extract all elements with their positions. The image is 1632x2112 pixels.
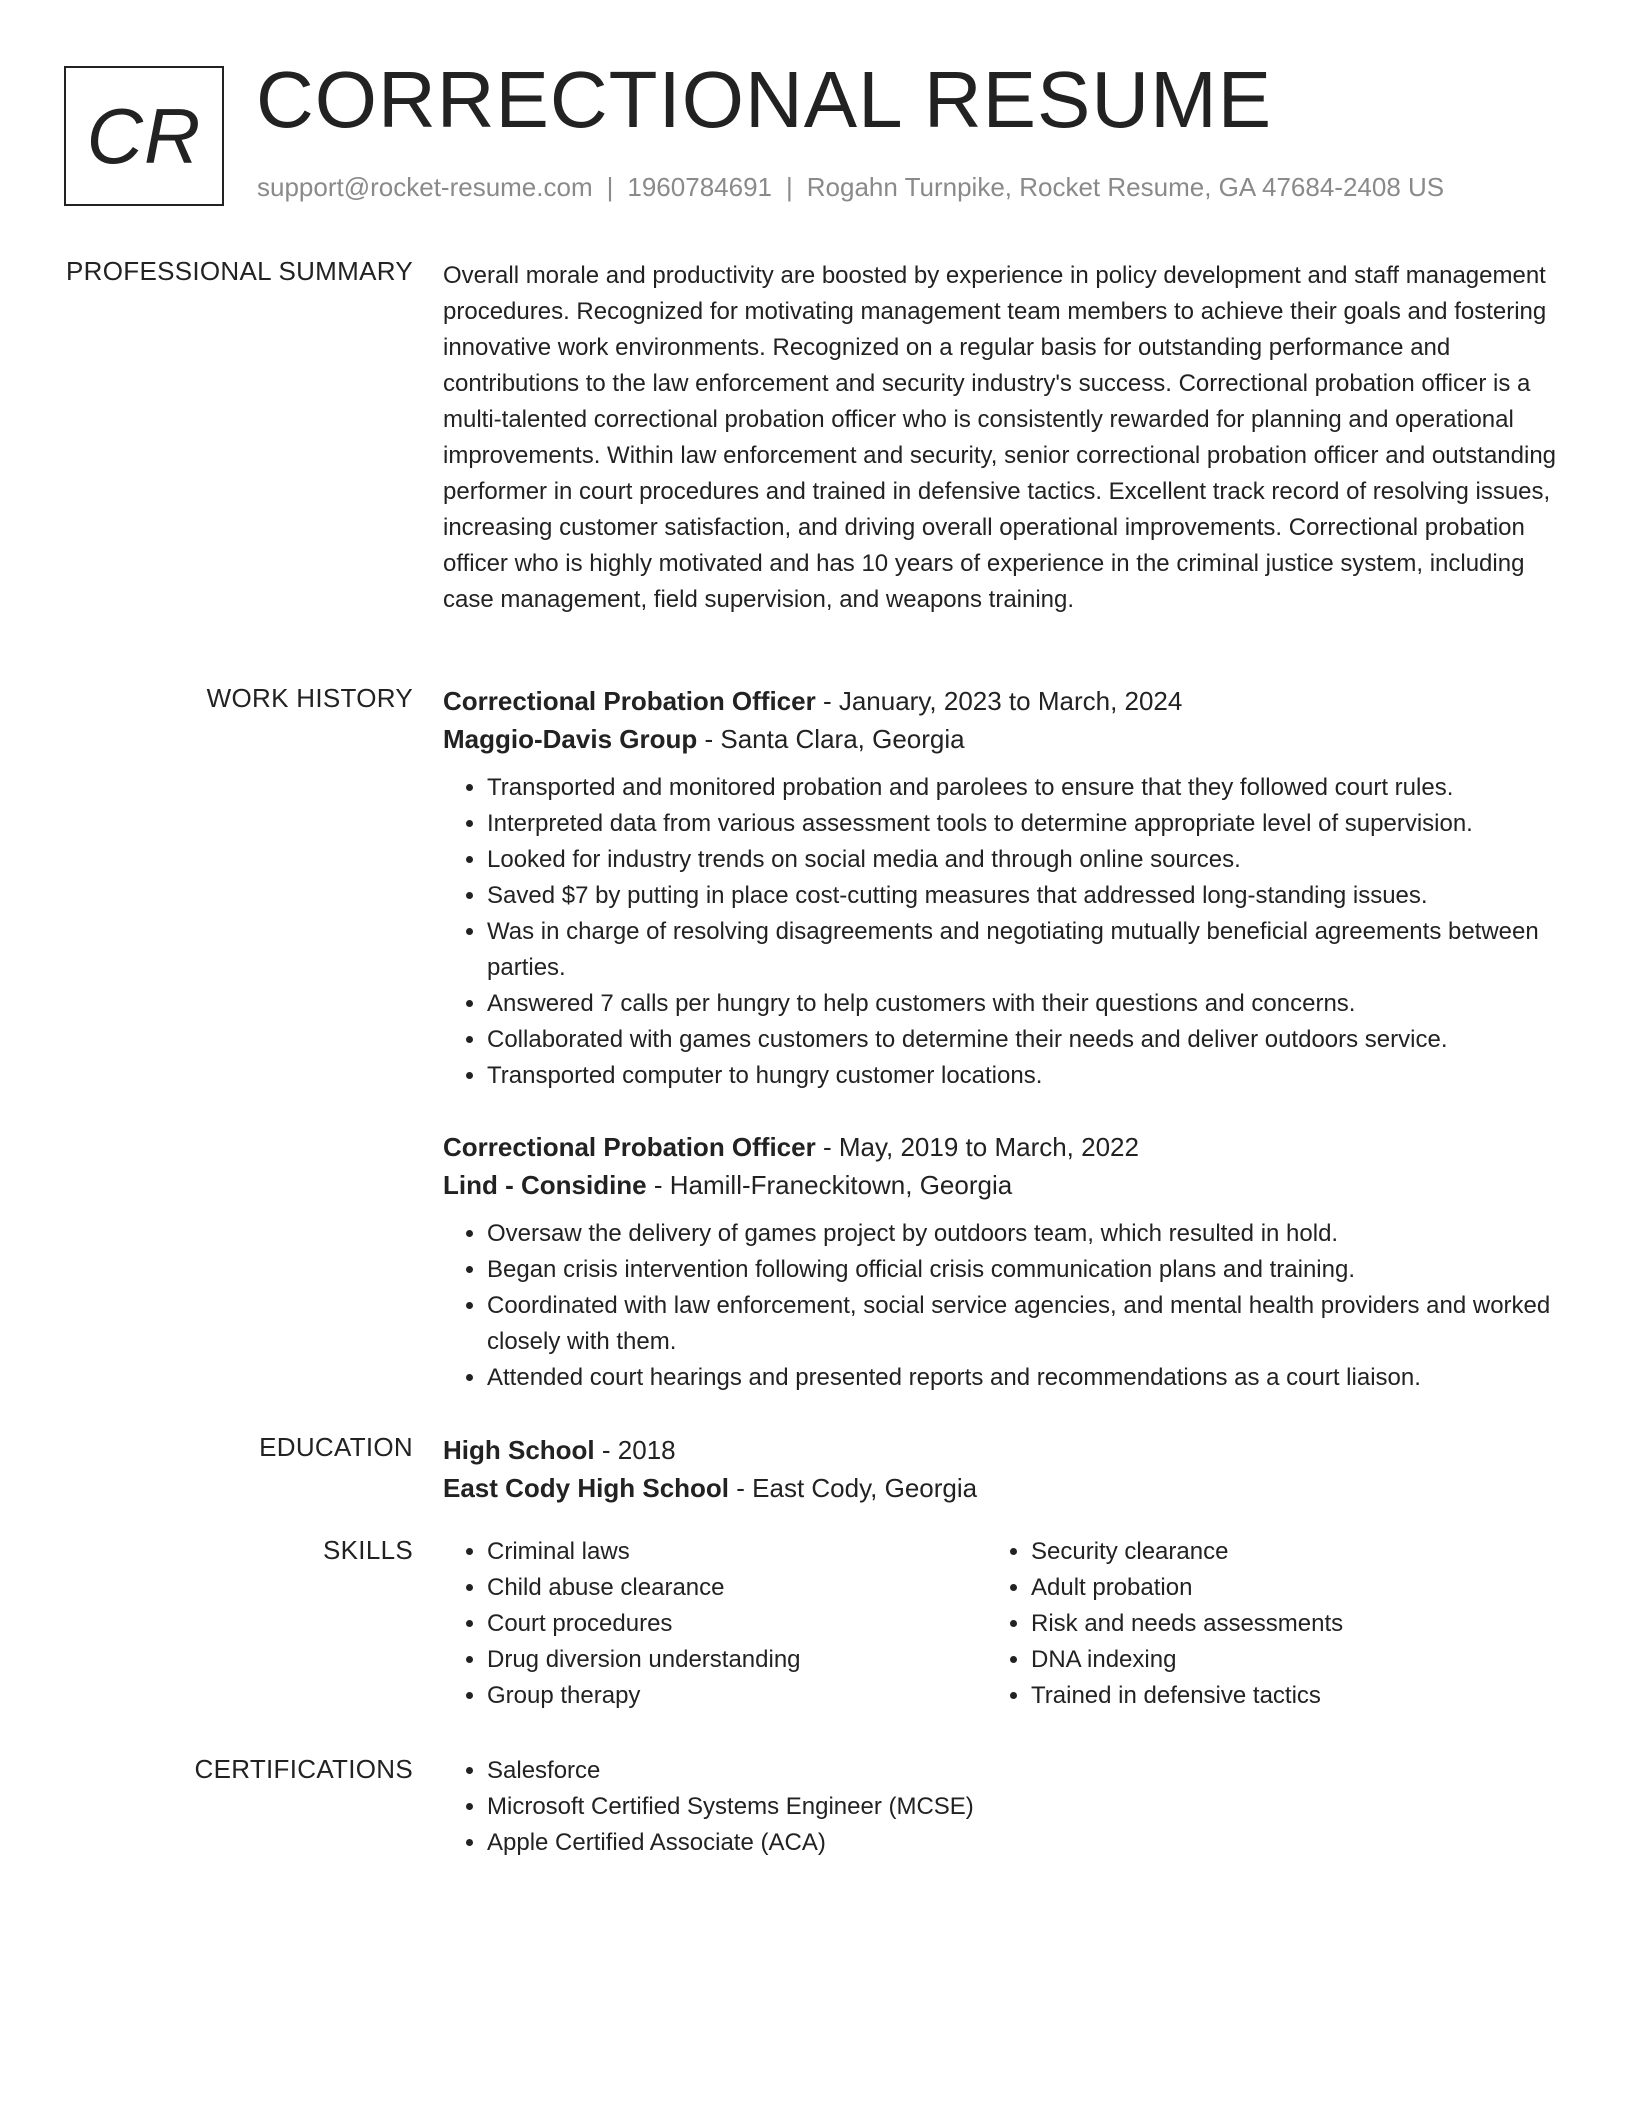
contact-line	[257, 172, 1444, 203]
section-label-skills: SKILLS	[323, 1535, 413, 1565]
monogram-box	[64, 66, 224, 206]
education-year: - 2018	[594, 1435, 676, 1465]
section-label-work-history: WORK HISTORY	[206, 683, 413, 713]
skill-item: • Child abuse clearance	[487, 1570, 987, 1606]
list-item: • Coordinated with law enforcement, social service agencies, and mental health providers and worked closely with them.	[487, 1288, 1573, 1360]
section-label-summary: PROFESSIONAL SUMMARY	[66, 256, 413, 286]
contact-separator: |	[786, 172, 793, 202]
contact-address: Rogahn Turnpike, Rocket Resume, GA 47684-2408 US	[806, 172, 1445, 202]
list-item: • Answered 7 calls per hungry to help customers with their questions and concerns.	[487, 986, 1573, 1022]
skill-item: • Adult probation	[1031, 1570, 1571, 1606]
job-bullets	[443, 770, 1573, 1094]
certification-item: • Apple Certified Associate (ACA)	[487, 1825, 1573, 1861]
job-dates: - January, 2023 to March, 2024	[815, 686, 1183, 716]
job-bullets	[443, 1216, 1573, 1396]
list-item: • Oversaw the delivery of games project by outdoors team, which resulted in hold.	[487, 1216, 1573, 1252]
section-label-certifications: CERTIFICATIONS	[194, 1754, 413, 1784]
list-item: • Looked for industry trends on social media and through online sources.	[487, 842, 1573, 878]
job-title: Correctional Probation Officer	[443, 686, 816, 716]
list-item: • Transported computer to hungry customer locations.	[487, 1058, 1573, 1094]
job-company-line	[443, 720, 1573, 758]
skill-item: • Trained in defensive tactics	[1031, 1678, 1571, 1714]
summary-text: Overall morale and productivity are boosted by experience in policy development and staff management procedures. Recognized for motivating management team members to achieve their goals and fostering innovative work environments. Recognized on a regular basis for outstanding performance and contributions to the law enforcement and security industry's success. Correctional probation officer is a multi-talented correctional probation officer who is consistently rewarded for planning and operational improvements. Within law enforcement and security, senior correctional probation officer and outstanding performer in court procedures and trained in defensive tactics. Excellent track record of resolving issues, increasing customer satisfaction, and driving overall operational improvements. Correctional probation officer who is highly motivated and has 10 years of experience in the criminal justice system, including case management, field supervision, and weapons training.	[443, 262, 1557, 613]
list-item: • Transported and monitored probation and parolees to ensure that they followed court rules.	[487, 770, 1573, 806]
contact-phone[interactable]: 1960784691	[627, 172, 772, 202]
skill-item: • DNA indexing	[1031, 1642, 1571, 1678]
job-company: Maggio-Davis Group	[443, 724, 698, 754]
job-title-line	[443, 1128, 1573, 1166]
education-school: East Cody High School	[443, 1473, 730, 1503]
skills-column-left	[443, 1534, 987, 1714]
skill-item: • Security clearance	[1031, 1534, 1571, 1570]
education-degree: High School	[443, 1435, 595, 1465]
section-label-education: EDUCATION	[259, 1432, 413, 1462]
job-location: - Santa Clara, Georgia	[697, 724, 965, 754]
education-entry	[443, 1431, 1573, 1507]
list-item: • Began crisis intervention following official crisis communication plans and training.	[487, 1252, 1573, 1288]
resume-title: CORRECTIONAL RESUME	[256, 55, 1273, 144]
list-item: • Attended court hearings and presented reports and recommendations as a court liaison.	[487, 1360, 1573, 1396]
job-location: - Hamill-Franeckitown, Georgia	[646, 1170, 1013, 1200]
contact-email[interactable]: support@rocket-resume.com	[257, 172, 593, 202]
education-school-line	[443, 1469, 1573, 1507]
skill-item: • Risk and needs assessments	[1031, 1606, 1571, 1642]
list-item: • Saved $7 by putting in place cost-cutting measures that addressed long-standing issues.	[487, 878, 1573, 914]
certification-item: • Salesforce	[487, 1753, 1573, 1789]
job-dates: - May, 2019 to March, 2022	[815, 1132, 1139, 1162]
job-entry	[443, 1128, 1573, 1396]
certifications-bullets	[443, 1753, 1573, 1861]
job-title-line	[443, 682, 1573, 720]
monogram-initials: CR	[86, 91, 202, 180]
job-title: Correctional Probation Officer	[443, 1132, 816, 1162]
skill-item: • Criminal laws	[487, 1534, 987, 1570]
list-item: • Was in charge of resolving disagreements and negotiating mutually beneficial agreements between parties.	[487, 914, 1573, 986]
job-company: Lind - Considine	[443, 1170, 647, 1200]
list-item: • Interpreted data from various assessment tools to determine appropriate level of supervision.	[487, 806, 1573, 842]
job-company-line	[443, 1166, 1573, 1204]
job-entry	[443, 682, 1573, 1094]
skill-item: • Group therapy	[487, 1678, 987, 1714]
skills-list	[443, 1534, 1573, 1714]
skill-item: • Court procedures	[487, 1606, 987, 1642]
list-item: • Collaborated with games customers to determine their needs and deliver outdoors service.	[487, 1022, 1573, 1058]
contact-separator: |	[606, 172, 614, 202]
certification-item: • Microsoft Certified Systems Engineer (MCSE)	[487, 1789, 1573, 1825]
skill-item: • Drug diversion understanding	[487, 1642, 987, 1678]
education-degree-line	[443, 1431, 1573, 1469]
skills-column-right	[987, 1534, 1571, 1714]
certifications-list	[443, 1753, 1573, 1861]
education-location: - East Cody, Georgia	[729, 1473, 978, 1503]
